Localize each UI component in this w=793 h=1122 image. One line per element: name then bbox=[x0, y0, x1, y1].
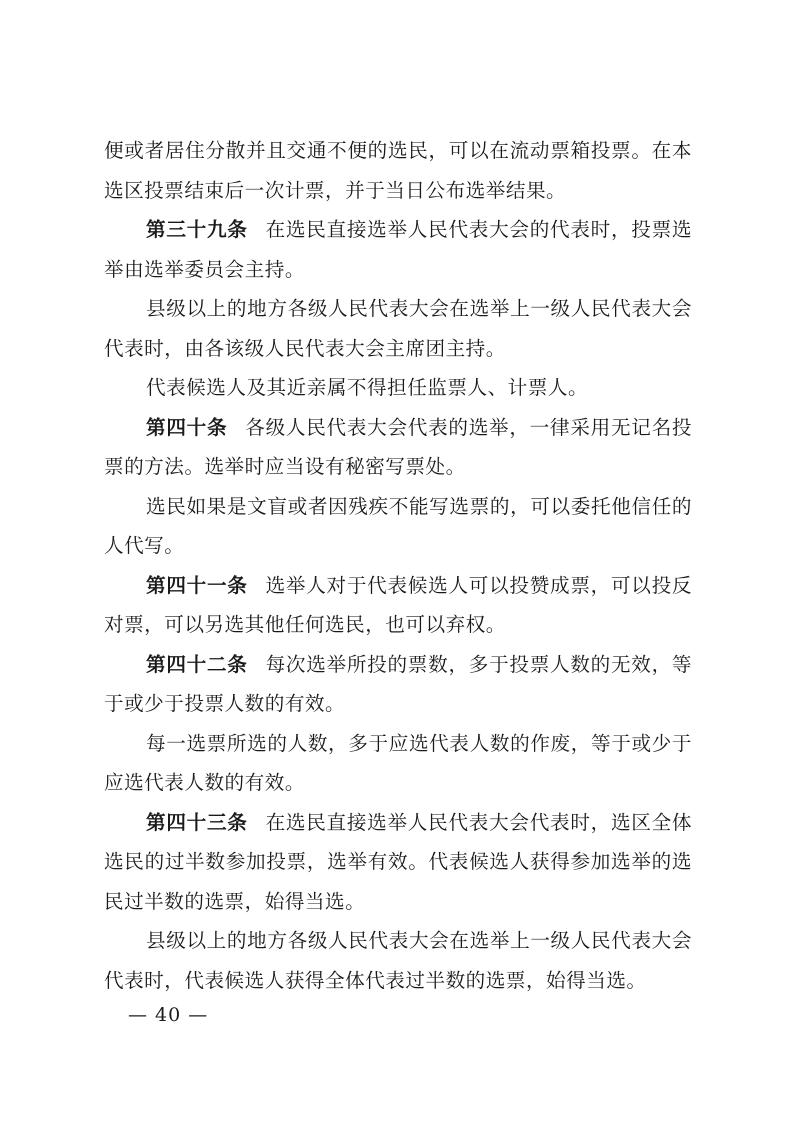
article-heading: 第四十条 bbox=[146, 415, 228, 439]
paragraph bbox=[104, 487, 692, 566]
article-heading: 第三十九条 bbox=[146, 218, 248, 241]
page-number: — 40 — bbox=[128, 1004, 209, 1026]
paragraph-text: 选民如果是文盲或者因残疾不能写选票的，可以委托他信任的人代写。 bbox=[104, 494, 692, 557]
paragraph-text: 县级以上的地方各级人民代表大会在选举上一级人民代表大会代表时，由各该级人民代表大会主席团主持。 bbox=[104, 297, 692, 360]
article-40 bbox=[104, 408, 692, 487]
paragraph bbox=[104, 921, 692, 1000]
paragraph bbox=[104, 289, 692, 368]
paragraph bbox=[104, 368, 692, 408]
paragraph-text: 选举人对于代表候选人可以投赞成票，可以投反对票，可以另选其他任何选民，也可以弃权。 bbox=[104, 573, 693, 636]
article-39 bbox=[104, 210, 692, 289]
paragraph-text: 县级以上的地方各级人民代表大会在选举上一级人民代表大会代表时，代表候选人获得全体代表过半数的选票，始得当选。 bbox=[104, 929, 692, 992]
paragraph-text: 代表候选人及其近亲属不得担任监票人、计票人。 bbox=[146, 376, 589, 399]
article-43 bbox=[104, 803, 692, 922]
paragraph-text: 在选民直接选举人民代表大会的代表时，投票选举由选举委员会主持。 bbox=[104, 218, 693, 281]
article-heading: 第四十二条 bbox=[146, 652, 248, 676]
body-text bbox=[104, 131, 692, 1000]
paragraph-text: 在选民直接选举人民代表大会代表时，选区全体选民的过半数参加投票，选举有效。代表候选人获得参加选举的选民过半数的选票，始得当选。 bbox=[104, 810, 693, 913]
article-41 bbox=[104, 566, 692, 645]
paragraph bbox=[104, 724, 692, 803]
paragraph-continuation bbox=[104, 131, 692, 210]
article-42 bbox=[104, 645, 692, 724]
paragraph-text: 便或者居住分散并且交通不便的选民，可以在流动票箱投票。在本选区投票结束后一次计票，并于当日公布选举结果。 bbox=[104, 139, 692, 202]
paragraph-text: 每次选举所投的票数，多于投票人数的无效，等于或少于投票人数的有效。 bbox=[104, 652, 693, 715]
article-heading: 第四十三条 bbox=[146, 810, 248, 834]
paragraph-text: 各级人民代表大会代表的选举，一律采用无记名投票的方法。选举时应当设有秘密写票处。 bbox=[104, 415, 692, 478]
article-heading: 第四十一条 bbox=[146, 573, 248, 597]
paragraph-text: 每一选票所选的人数，多于应选代表人数的作废，等于或少于应选代表人数的有效。 bbox=[104, 731, 692, 794]
